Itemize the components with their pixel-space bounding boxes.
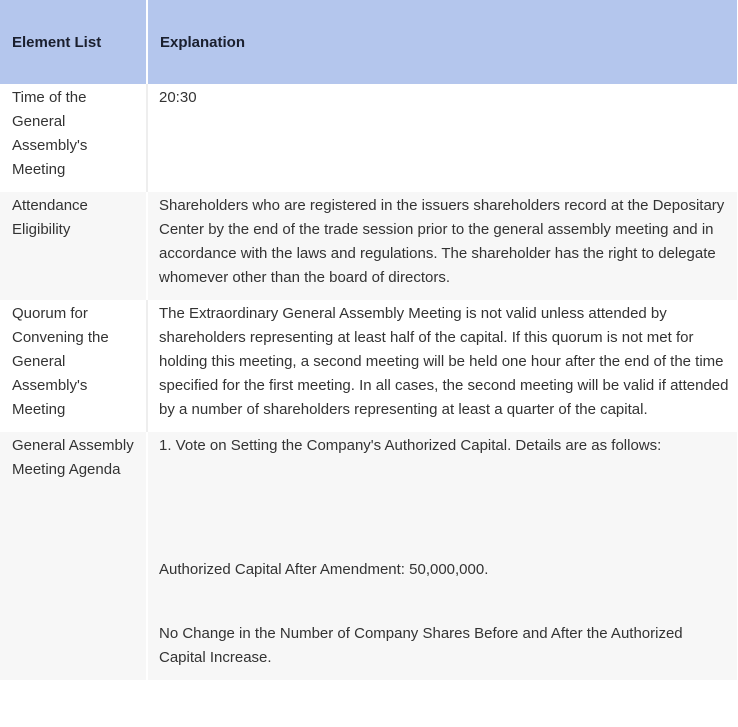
row-value: Shareholders who are registered in the issuers shareholders record at the Depositary Center by the end of the trade session prior to the general assembly meeting and in accordance with the laws and regulations. The shareholder has the right to delegate whomever other than the board of directors.	[147, 192, 738, 300]
row-label: Time of the General Assembly's Meeting	[0, 84, 147, 192]
table-row	[0, 432, 738, 680]
row-label: Attendance Eligibility	[0, 192, 147, 300]
agenda-details	[147, 432, 738, 680]
agenda-item: 1. Vote on Setting the Company's Authorized Capital. Details are as follows:	[159, 437, 662, 454]
table-row	[0, 300, 738, 432]
row-label: General Assembly Meeting Agenda	[0, 432, 147, 680]
column-header-element-list: Element List	[0, 0, 147, 84]
table-header-row	[0, 0, 738, 84]
table-row	[0, 84, 738, 192]
row-value: 20:30	[147, 84, 738, 192]
column-header-explanation: Explanation	[147, 0, 738, 84]
table-row	[0, 192, 738, 300]
row-value: The Extraordinary General Assembly Meeting is not valid unless attended by shareholders representing at least half of the capital. If this quorum is not met for holding this meeting, a second meeting will be held one hour after the end of the time specified for the first meeting. In all cases, the second meeting will be valid if attended by a number of shareholders representing at least a quarter of the capital.	[147, 300, 738, 432]
authorized-capital-text: Authorized Capital After Amendment: 50,000,000.	[159, 561, 489, 578]
shares-note-text: No Change in the Number of Company Shares Before and After the Authorized Capital Increase.	[159, 625, 683, 666]
row-label: Quorum for Convening the General Assembly's Meeting	[0, 300, 147, 432]
